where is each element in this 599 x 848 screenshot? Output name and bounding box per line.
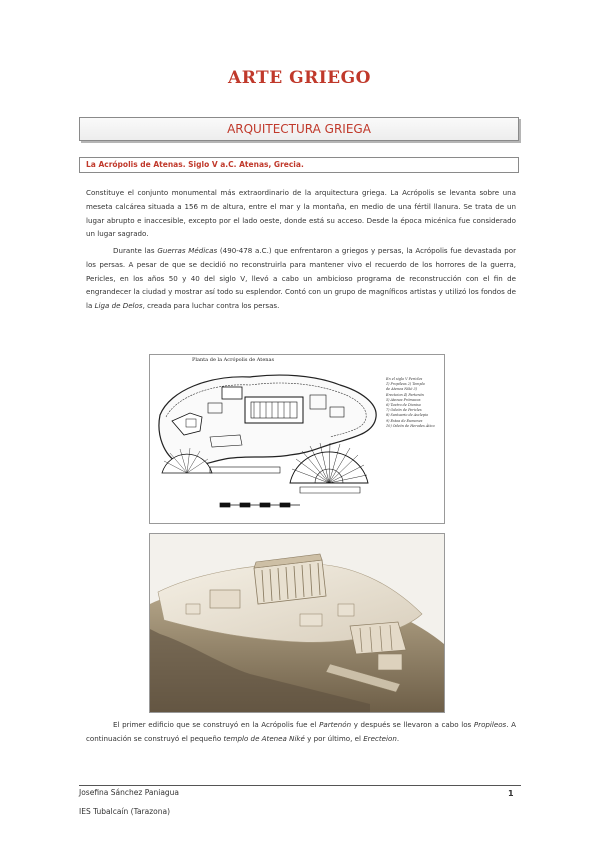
- text-run-italic: Propileos: [473, 720, 507, 729]
- acropolis-model-image: [150, 534, 444, 712]
- plan-legend-line: 5) Atenea Prómacos: [386, 397, 421, 402]
- text-run: y por último, el: [304, 733, 364, 743]
- text-run: , creada para luchar contra los persas.: [142, 301, 280, 311]
- footer-author: Josefina Sánchez Paniagua: [79, 788, 180, 797]
- footer-school: IES Tubalcaín (Tarazona): [79, 807, 171, 816]
- document-title: ARTE GRIEGO: [228, 68, 371, 88]
- text-run-italic: Guerras Médicas: [157, 246, 218, 255]
- page-number: 1: [508, 789, 514, 798]
- section-heading: ARQUITECTURA GRIEGA: [79, 117, 519, 141]
- text-run: . A continuación se construyó el pequeño: [86, 720, 516, 743]
- plan-legend-line: 6) Teatro de Dioniso: [386, 403, 421, 408]
- acropolis-plan-figure: [149, 354, 445, 524]
- plan-legend: [386, 377, 442, 429]
- text-run: Durante las: [113, 246, 158, 255]
- text-run: El primer edificio que se construyó en la Acrópolis fue el: [113, 720, 320, 729]
- text-run-italic: Erecteion: [363, 733, 397, 743]
- plan-legend-line: de Atenea Niké 3): [386, 387, 417, 392]
- plan-legend-line: Erecteion 4) Partenón: [386, 392, 424, 397]
- paragraph-construction: [86, 718, 516, 746]
- text-run-italic: templo de Atenea Niké: [223, 733, 305, 743]
- plan-legend-line: 8) Santuario de Asclepio: [386, 413, 429, 418]
- plan-legend-line: 1) Propileos 2) Templo: [386, 382, 425, 387]
- paragraph-intro: Constituye el conjunto monumental más extraordinario de la arquitectura griega. La Acrópolis se levanta sobre una meseta calcárea situada a 156 m de altura, entre el mar y la montaña, en medio de una fértil llanura. Se trata de un lugar abrupto e inaccesible, excepto por el lado oeste, donde está su acceso. Desde la época micénica fue considerado un lugar sagrado.: [86, 188, 516, 239]
- plan-legend-line: 9) Estoa de Eumenes: [386, 418, 423, 423]
- acropolis-plan-drawing: [150, 355, 386, 523]
- text-run: y después se llevaron a cabo los: [351, 720, 474, 729]
- text-run: .: [396, 733, 400, 743]
- text-run: (490-478 a.C.) que enfrentaron a griegos y persas, la Acrópolis fue devastada por los persas. A pesar de que se decidió no reconstruirla para mantener vivo el recuerdo de los horrores de la guerra, Pericles, en los años 50 y 40 del siglo V, llevó a cabo un ambicioso programa de reconstrucción con el fin de engrandecer la ciudad y mostrar así todo su esplendor. Contó con un grupo de magníficos artistas y utilizó los fondos de la: [86, 246, 516, 311]
- text-run-italic: Partenón: [319, 720, 352, 729]
- plan-legend-line: 10) Odeón de Herodes Ático: [386, 423, 435, 428]
- acropolis-model-figure: [149, 533, 445, 713]
- paragraph-history: [86, 244, 516, 313]
- plan-legend-line: 7) Odeón de Pericles: [386, 408, 422, 413]
- subtitle-heading: La Acrópolis de Atenas. Siglo V a.C. Atenas, Grecia.: [79, 157, 519, 173]
- plan-caption: Planta de la Acrópolis de Atenas: [192, 357, 275, 363]
- text-run-italic: Liga de Delos: [94, 301, 143, 311]
- footer-divider: [79, 785, 521, 786]
- plan-legend-line: En el siglo V Pericles: [386, 377, 423, 381]
